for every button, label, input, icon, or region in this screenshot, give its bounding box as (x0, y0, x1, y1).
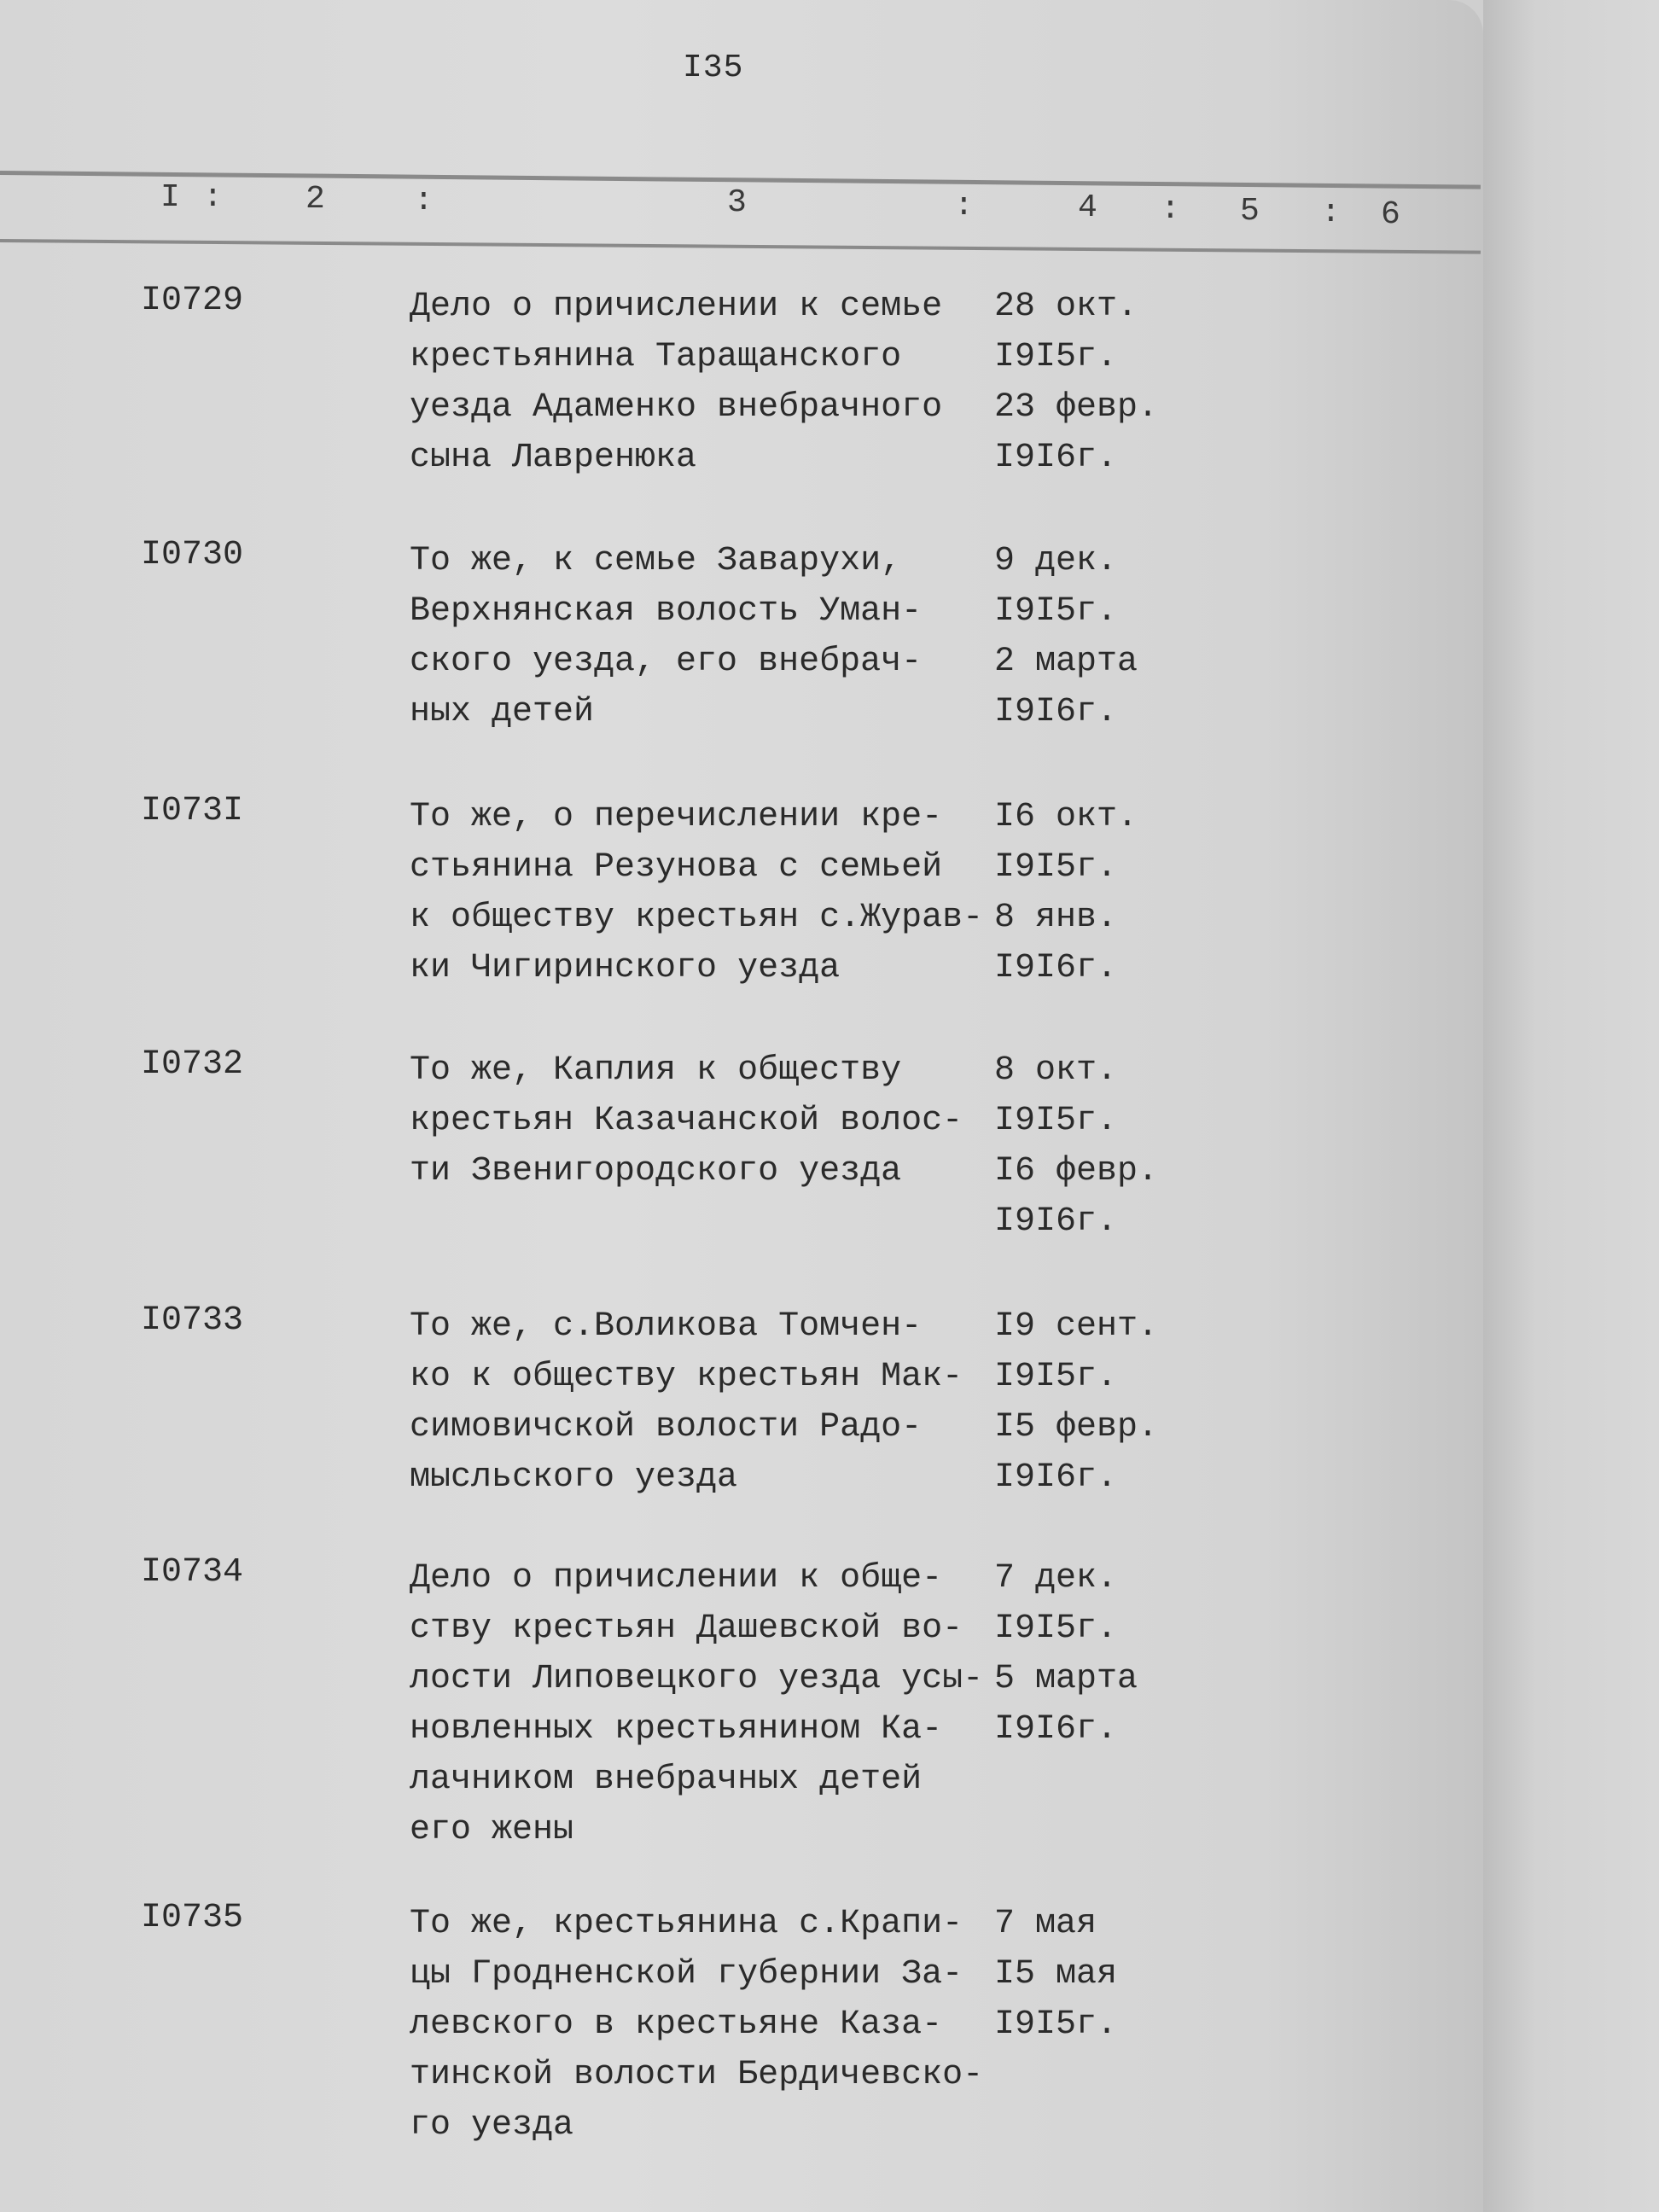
description-line: новленных крестьянином Ка- (410, 1710, 943, 1749)
date-line: I9I6г. (994, 949, 1118, 987)
entry-dates (994, 536, 1138, 737)
description-line: То же, с.Воликова Томчен- (410, 1307, 923, 1346)
date-line: 2 марта (994, 643, 1138, 681)
column-separator: : (1161, 191, 1180, 228)
date-line: I9I6г. (994, 1458, 1118, 1497)
entry-description (410, 792, 984, 993)
entry-dates (994, 1553, 1138, 1755)
entry-dates (994, 1045, 1158, 1247)
date-line: 28 окт. (994, 288, 1138, 326)
description-line: лости Липовецкого уезда усы- (410, 1660, 984, 1698)
description-line: тинской волости Бердичевско- (410, 2056, 984, 2094)
date-line: I6 окт. (994, 798, 1138, 836)
description-line: крестьян Казачанской волос- (410, 1102, 963, 1140)
entry-number: I0734 (141, 1553, 244, 1592)
description-line: лачником внебрачных детей (410, 1761, 923, 1799)
date-line: I9I5г. (994, 338, 1118, 376)
description-line: ти Звенигородского уезда (410, 1152, 902, 1190)
column-header-5: 5 (1240, 193, 1260, 230)
date-line: 8 янв. (994, 899, 1118, 937)
column-separator: : (954, 188, 974, 224)
description-line: его жены (410, 1811, 574, 1849)
entry-description (410, 536, 973, 737)
date-line: 23 февр. (994, 388, 1159, 427)
date-line: I5 февр. (994, 1408, 1159, 1447)
date-line: I9I6г. (994, 439, 1118, 477)
entry-dates (994, 792, 1138, 993)
description-line: ных детей (410, 693, 595, 731)
column-header-1: I (160, 179, 180, 216)
date-line: 8 окт. (994, 1051, 1118, 1090)
description-line: ки Чигиринского уезда (410, 949, 841, 987)
description-line: Дело о причислении к семье (410, 288, 943, 326)
entry-number: I073I (141, 792, 244, 830)
description-line: го уезда (410, 2106, 574, 2145)
column-separator: : (414, 183, 434, 219)
column-separator: : (203, 179, 223, 216)
entry-description (410, 282, 973, 483)
entry-dates (994, 1301, 1158, 1503)
background-surface (1483, 0, 1659, 2212)
date-line: I9I6г. (994, 693, 1118, 731)
date-line: I6 февр. (994, 1152, 1159, 1190)
entry-number: I0735 (141, 1899, 244, 1937)
column-header-3: 3 (727, 184, 747, 221)
entry-description (410, 1301, 973, 1503)
date-line: I9I5г. (994, 592, 1118, 631)
date-line: I9I5г. (994, 1358, 1118, 1396)
description-line: То же, о перечислении кре- (410, 798, 943, 836)
column-separator: : (1321, 195, 1341, 231)
description-line: То же, к семье Заварухи, (410, 542, 902, 580)
date-line: I5 мая (994, 1955, 1118, 1994)
date-line: I9I5г. (994, 2005, 1118, 2044)
date-line: 9 дек. (994, 542, 1118, 580)
date-line: 7 дек. (994, 1559, 1118, 1598)
entry-number: I0732 (141, 1045, 244, 1084)
entry-number: I0733 (141, 1301, 244, 1340)
description-line: цы Гродненской губернии За- (410, 1955, 963, 1994)
entry-description (410, 1045, 973, 1196)
page-number: I35 (683, 49, 744, 86)
description-line: Верхнянская волость Уман- (410, 592, 923, 631)
date-line: I9I5г. (994, 1102, 1118, 1140)
date-line: 5 марта (994, 1660, 1138, 1698)
column-header-2: 2 (306, 181, 325, 218)
description-line: мысльского уезда (410, 1458, 738, 1497)
entry-number: I0729 (141, 282, 244, 320)
description-line: симовичской волости Радо- (410, 1408, 923, 1447)
date-line: I9I6г. (994, 1202, 1118, 1241)
entry-description (410, 1553, 984, 1855)
description-line: уезда Адаменко внебрачного (410, 388, 943, 427)
header-rule-bottom (0, 239, 1481, 254)
description-line: левского в крестьяне Каза- (410, 2005, 943, 2044)
description-line: То же, Каплия к обществу (410, 1051, 902, 1090)
date-line: I9 сент. (994, 1307, 1159, 1346)
description-line: крестьянина Таращанского (410, 338, 902, 376)
column-header-6: 6 (1381, 196, 1400, 233)
entry-description (410, 1899, 984, 2151)
date-line: I9I5г. (994, 1610, 1118, 1648)
date-line: 7 мая (994, 1905, 1097, 1943)
entry-dates (994, 282, 1158, 483)
description-line: сына Лавренюка (410, 439, 697, 477)
description-line: стьянина Резунова с семьей (410, 848, 943, 887)
description-line: ского уезда, его внебрач- (410, 643, 923, 681)
date-line: I9I5г. (994, 848, 1118, 887)
description-line: То же, крестьянина с.Крапи- (410, 1905, 963, 1943)
description-line: ству крестьян Дашевской во- (410, 1610, 963, 1648)
description-line: ко к обществу крестьян Мак- (410, 1358, 963, 1396)
description-line: к обществу крестьян с.Журав- (410, 899, 984, 937)
date-line: I9I6г. (994, 1710, 1118, 1749)
entry-dates (994, 1899, 1117, 2050)
entry-number: I0730 (141, 536, 244, 574)
column-header-4: 4 (1078, 189, 1097, 226)
description-line: Дело о причислении к обще- (410, 1559, 943, 1598)
